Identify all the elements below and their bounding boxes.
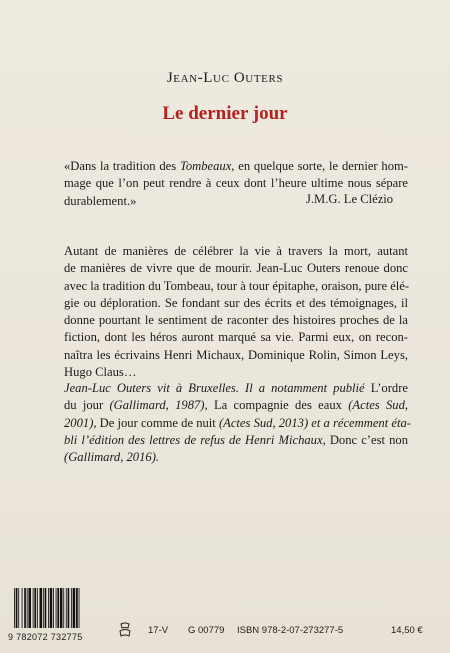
- barcode-bar: [14, 588, 15, 628]
- summary-line: Hugo Claus…: [64, 365, 137, 380]
- bio-text: du jour: [64, 398, 110, 413]
- quote-line: [64, 175, 408, 192]
- bio-text: 2001),: [64, 415, 97, 430]
- barcode-bar: [60, 588, 63, 628]
- bio-line: [64, 380, 408, 397]
- author-bio: [64, 380, 411, 466]
- summary-line: Autant de manières de célébrer la vie à travers la mort, autant: [64, 244, 408, 258]
- barcode-bar: [57, 588, 59, 628]
- barcode-bar: [22, 588, 23, 628]
- quote-line: [64, 158, 408, 175]
- bio-text: La compagnie des eaux: [207, 398, 349, 413]
- author-name: Jean-Luc Outers: [166, 70, 284, 86]
- footer: [0, 582, 450, 653]
- summary-paragraph: [64, 243, 408, 381]
- summary-line: gie ou déploration. Se fondant sur des écrits et des témoignages, il: [64, 295, 408, 310]
- barcode-bar: [48, 588, 49, 628]
- summary-line: fiction, dont les héros auront marqué sa vie. Parmi eux, on recon-: [64, 330, 408, 345]
- book-title: Le dernier jour: [162, 103, 288, 124]
- barcode-bar: [16, 588, 18, 628]
- barcode-bar: [68, 588, 70, 628]
- barcode-bar: [53, 588, 54, 628]
- quote-text: «Dans la tradition des: [64, 159, 180, 173]
- barcode-bar: [43, 588, 44, 628]
- barcode-bar: [63, 588, 64, 628]
- summary-line: de manières de vivre que de mourir. Jean-Luc Outers renoue donc: [64, 261, 408, 276]
- bio-text: L’ordre: [370, 381, 408, 395]
- barcode-bar: [34, 588, 36, 628]
- bio-line: [64, 415, 411, 432]
- quote-text: Tombeaux: [179, 159, 232, 173]
- bio-text: (Actes Sud, 2013) et a récemment éta-: [218, 415, 411, 430]
- barcode-bar: [79, 588, 80, 628]
- summary-line: avec la tradition du Tombeau, tour à tour épitaphe, oraison, pure élé-: [64, 278, 410, 293]
- bio-text: bli l’édition des lettres de refus de Henri Michaux,: [64, 432, 326, 447]
- publisher-logo-icon: [118, 622, 132, 638]
- quote-text: , en quelque sorte, le dernier hom-: [231, 159, 408, 173]
- quote-attribution: J.M.G. Le Clézio: [306, 192, 394, 206]
- bio-text: (Gallimard, 1987),: [109, 398, 208, 413]
- barcode-bar: [56, 588, 57, 628]
- barcode-bar: [40, 588, 43, 628]
- barcode-bar: [33, 588, 34, 628]
- bio-text: (Actes Sud,: [348, 398, 409, 413]
- barcode-bar: [50, 588, 53, 628]
- summary-line: naîtra les écrivains Henri Michaux, Dominique Rolin, Simon Leys,: [64, 347, 408, 362]
- bio-text: Donc c’est non: [325, 432, 408, 447]
- barcode-bar: [24, 588, 26, 628]
- barcode-bar: [73, 588, 76, 628]
- barcode-bar: [28, 588, 31, 628]
- barcode-bar: [37, 588, 38, 628]
- barcode-bar: [71, 588, 72, 628]
- barcode: [12, 588, 108, 628]
- price: 14,50 €: [391, 625, 423, 636]
- quote-text: durablement.»: [64, 193, 137, 208]
- barcode-bar: [66, 588, 67, 628]
- bio-line: [64, 449, 408, 466]
- bio-line: [64, 432, 408, 449]
- bio-text: De jour comme de nuit: [96, 415, 219, 430]
- code-g00779: G 00779: [188, 625, 225, 636]
- quote-text: mage que l’on peut rendre à ceux dont l’heure ultime nous sépare: [64, 176, 408, 191]
- barcode-digits: 9 782072 732775: [8, 632, 83, 642]
- bio-text: (Gallimard, 2016).: [64, 450, 160, 465]
- summary-line: donne pourtant le sentiment de raconter des histoires proches de la: [64, 313, 408, 328]
- barcode-bar: [76, 588, 78, 628]
- barcode-bar: [45, 588, 47, 628]
- code-17v: 17-V: [148, 625, 169, 636]
- bio-line: [64, 397, 408, 414]
- barcode-bar: [18, 588, 19, 628]
- barcode-bar: [27, 588, 28, 628]
- isbn: ISBN 978-2-07-273277-5: [237, 625, 344, 636]
- bio-text: Jean-Luc Outers vit à Bruxelles. Il a notamment publié: [64, 381, 371, 395]
